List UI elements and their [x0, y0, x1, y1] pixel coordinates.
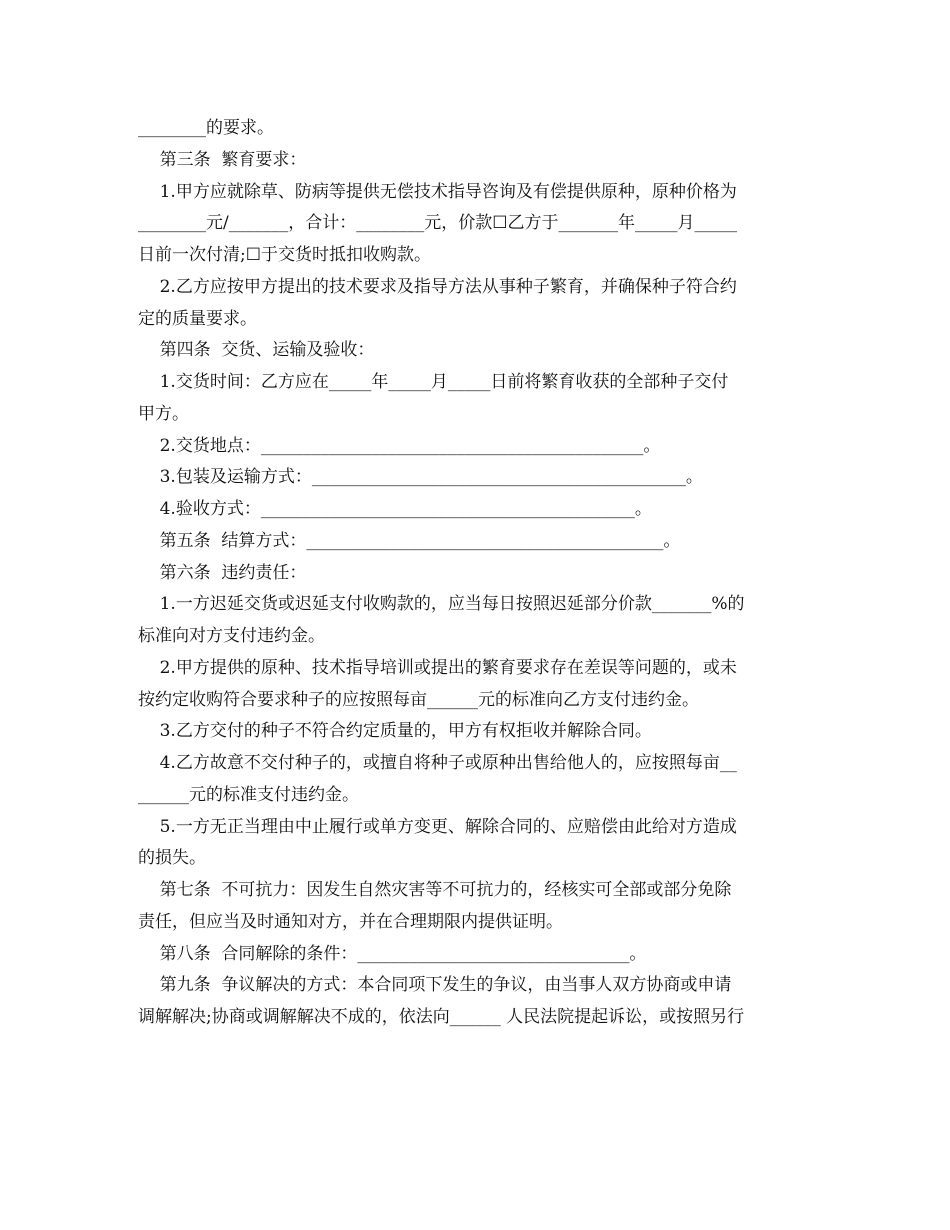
- text-line: 日前一次付清;☐于交货时抵扣收购款。: [138, 245, 431, 265]
- text-line: ________元/_______，合计：________元，价款☐乙方于_______年_____月_____: [138, 213, 737, 234]
- text-line: 1.甲方应就除草、防病等提供无偿技术指导咨询及有偿提供原种，原种价格为: [138, 181, 737, 202]
- text-line: 2.甲方提供的原种、技术指导培训或提出的繁育要求存在差误等问题的，或未: [138, 657, 737, 678]
- text-line: 2.乙方应按甲方提出的技术要求及指导方法从事种子繁育，并确保种子符合约: [138, 276, 737, 297]
- text-line: ________的要求。: [138, 118, 274, 138]
- article-heading: 第三条 繁育要求：: [138, 149, 307, 170]
- article-heading: 第四条 交货、运输及验收：: [138, 340, 375, 361]
- text-line: 1.一方迟延交货或迟延支付收购款的，应当每日按照迟延部分价款_______%的: [138, 594, 745, 615]
- text-line: 调解解决;协商或调解解决不成的，依法向______ 人民法院提起诉讼，或按照另行: [138, 1007, 745, 1027]
- article-heading: 第八条 合同解除的条件：________________________________。: [138, 943, 647, 964]
- text-line: 4.验收方式：____________________________________________。: [138, 499, 652, 519]
- article-heading: 第九条 争议解决的方式：本合同项下发生的争议，由当事人双方协商或申请: [138, 975, 732, 996]
- article-heading: 第六条 违约责任：: [138, 562, 307, 583]
- document-page: [138, 113, 818, 1034]
- text-line: 责任，但应当及时通知对方，并在合理期限内提供证明。: [138, 911, 563, 932]
- article-heading: 第七条 不可抗力：因发生自然灾害等不可抗力的，经核实可全部或部分免除: [138, 880, 732, 900]
- text-line: 2.交货地点：_____________________________________________。: [138, 435, 661, 456]
- text-line: 甲方。: [138, 403, 189, 424]
- text-line: 按约定收购符合要求种子的应按照每亩______元的标准向乙方支付违约金。: [138, 689, 699, 710]
- article-heading: 第五条 结算方式：__________________________________________。: [138, 530, 681, 551]
- text-line: 标准向对方支付违约金。: [138, 626, 325, 646]
- text-line: 定的质量要求。: [138, 308, 257, 329]
- text-line: 3.包装及运输方式：____________________________________________。: [138, 467, 703, 488]
- text-line: ______元的标准支付违约金。: [138, 784, 359, 805]
- text-line: 1.交货时间：乙方应在_____年_____月_____日前将繁育收获的全部种子交付: [138, 372, 729, 392]
- text-line: 4.乙方故意不交付种子的，或擅自将种子或原种出售给他人的，应按照每亩__: [138, 753, 737, 773]
- text-line: 3.乙方交付的种子不符合约定质量的，甲方有权拒收并解除合同。: [138, 721, 652, 742]
- text-line: 的损失。: [138, 848, 206, 869]
- text-line: 5.一方无正当理由中止履行或单方变更、解除合同的、应赔偿由此给对方造成: [138, 816, 737, 837]
